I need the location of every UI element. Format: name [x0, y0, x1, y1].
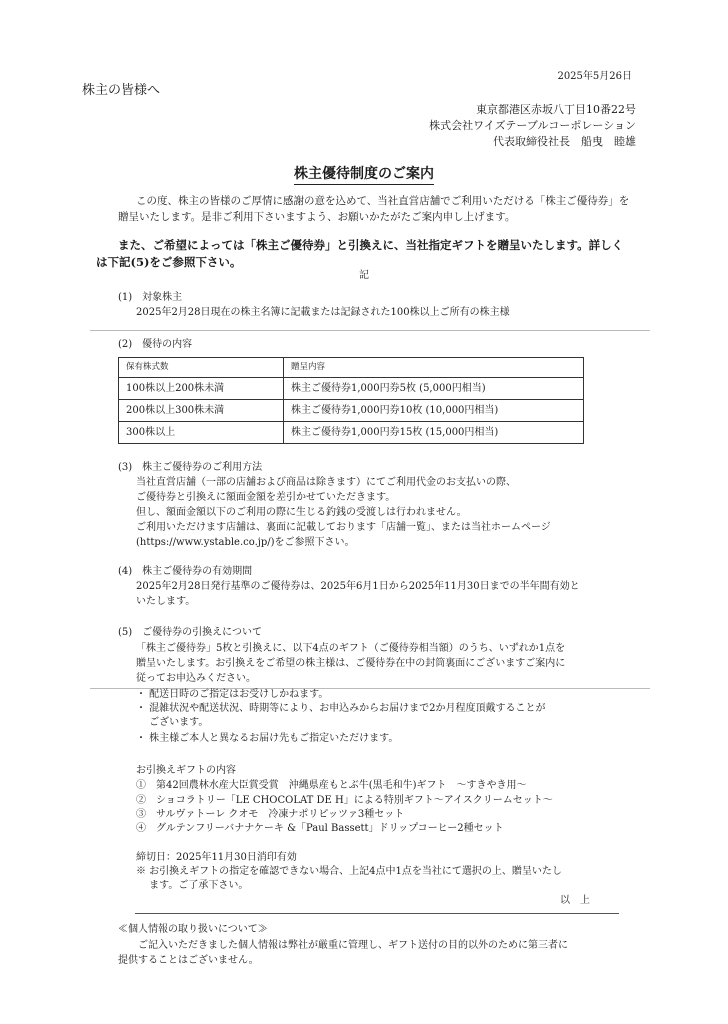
header-shares: 保有株式数: [119, 358, 284, 378]
section-3-line: 但し、額面金額以下のご利用の際に生じる釣銭の受渡しは行われません。: [136, 507, 467, 518]
gift-cell: 株主ご優待券1,000円券5枚 (5,000円相当): [284, 378, 584, 400]
ki-marker: 記: [359, 270, 369, 281]
deadline: 締切日：2025年11月30日消印有効: [136, 852, 297, 863]
section-4-line: いたします。: [136, 596, 196, 607]
section-4-heading: (4) 株主ご優待券の有効期間: [118, 566, 253, 577]
company-name: 株式会社ワイズテーブルコーポレーション: [429, 119, 636, 132]
section-3-line: ご優待券と引換えに額面金額を差引かせていただきます。: [136, 492, 396, 503]
section-3-heading: (3) 株主ご優待券のご利用方法: [118, 462, 263, 473]
gift-item: ① 第42回農林水産大臣賞受賞 沖縄県産もとぶ牛(黒毛和牛)ギフト ～すきやき用～: [136, 780, 527, 791]
section-5-bullet: ございます。: [136, 717, 209, 728]
highlight-line-1: また、ご希望によっては「株主ご優待券」と引換えに、当社指定ギフトを贈呈いたします。詳しく: [118, 238, 624, 252]
section-3-line: 当社直営店舗（一部の店舗および商品は除きます）にてご利用代金のお支払いの際、: [136, 477, 516, 488]
section-3-line: ご利用いただけます店舗は、裏面に記載しております「店舗一覧」、または当社ホームページ: [136, 522, 551, 533]
privacy-heading: ≪個人情報の取り扱いについて≫: [118, 924, 268, 935]
table-row: [119, 378, 584, 400]
section-1-heading: (1) 対象株主: [118, 292, 183, 303]
highlight-line-2: は下記(5)をご参照下さい。: [96, 255, 242, 269]
section-5-line: 従ってお申込みください。: [136, 673, 256, 684]
section-4-line: 2025年2月28日発行基準のご優待券は、2025年6月1日から2025年11月30日までの半年間有効と: [136, 581, 580, 592]
table-row: [119, 400, 584, 422]
section-5-bullet: ・ 混雑状況や配送状況、時期等により、お申込みからお届けまで2か月程度頂戴することが: [136, 703, 546, 714]
section-5-line: 贈呈いたします。お引換えをご希望の株主様は、ご優待券在中の封筒裏面にございますご案内に: [136, 658, 566, 669]
closing-mark: 以 上: [560, 895, 590, 906]
section-1-text: 2025年2月28日現在の株主名簿に記載または記録された100株以上ご所有の株主様: [136, 307, 510, 318]
section-5-bullet: ・ 配送日時のご指定はお受けしかねます。: [136, 689, 329, 700]
representative-name: 代表取締役社長 船曳 睦雄: [493, 135, 636, 148]
gift-item: ④ グルテンフリーバナナケーキ &「Paul Bassett」ドリップコーヒー2種セット: [136, 823, 504, 834]
divider: [135, 913, 619, 914]
gift-item: ② ショコラトリー「LE CHOCOLAT DE H」による特別ギフト～アイスクリームセット～: [136, 795, 553, 806]
section-5-line: 「株主ご優待券」5枚と引換えに、以下4点のギフト（ご優待券相当額）のうち、いずれか1点を: [136, 643, 566, 654]
document-date: 2025年5月26日: [557, 71, 632, 82]
gift-item: ③ サルヴァトーレ クオモ 冷凍ナポリピッツァ3種セット: [136, 809, 405, 820]
table-row: [119, 422, 584, 444]
intro-line-1: この度、株主の皆様のご厚情に感謝の意を込めて、当社直営店舗でご利用いただける「株主ご優待券」を: [136, 195, 630, 207]
document-title: [0, 167, 728, 181]
gift-cell: 株主ご優待券1,000円券10枚 (10,000円相当): [284, 400, 584, 422]
shares-cell: 300株以上: [119, 422, 284, 444]
company-address: 東京都港区赤坂八丁目10番22号: [476, 103, 636, 116]
benefit-table: [118, 357, 584, 444]
note-line: ます。ご了承下さい。: [136, 880, 249, 891]
intro-line-2: 贈呈いたします。是非ご利用下さいますよう、お願いかたがたご案内申し上げます。: [118, 211, 516, 223]
section-5-bullet: ・ 株主様ご本人と異なるお届け先もご指定いただけます。: [136, 733, 399, 744]
shares-cell: 200株以上300株未満: [119, 400, 284, 422]
salutation: 株主の皆様へ: [82, 83, 161, 98]
title-text: 株主優待制度のご案内: [294, 166, 434, 185]
section-2-heading: (2) 優待の内容: [118, 339, 193, 350]
paper-fold-line: [90, 330, 650, 331]
privacy-line: ご記入いただきました個人情報は弊社が厳重に管理し、ギフト送付の目的以外のために第三者に: [138, 940, 568, 951]
note-line: ※ お引換えギフトの指定を確認できない場合、上記4点中1点を当社にて選択の上、贈呈いたし: [136, 866, 562, 877]
gift-cell: 株主ご優待券1,000円券15枚 (15,000円相当): [284, 422, 584, 444]
section-5-heading: (5) ご優待券の引換えについて: [118, 627, 262, 638]
shares-cell: 100株以上200株未満: [119, 378, 284, 400]
privacy-line: 提供することはございません。: [118, 955, 259, 966]
section-3-url-line: (https://www.ystable.co.jp/)をご参照下さい。: [136, 537, 355, 548]
gift-list-heading: お引換えギフトの内容: [136, 765, 236, 776]
header-gift: 贈呈内容: [284, 358, 584, 378]
table-header-row: [119, 358, 584, 378]
